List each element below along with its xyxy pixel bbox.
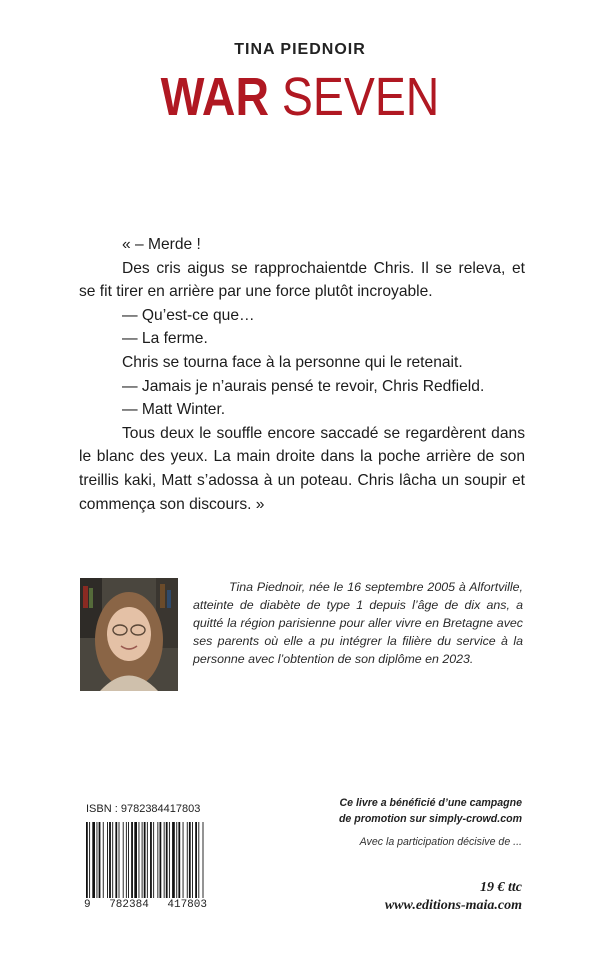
excerpt-paragraph: — Qu’est-ce que… — [122, 306, 255, 324]
barcode-digit-group: 417803 — [167, 899, 207, 911]
excerpt-paragraph: Des cris aigus se rapprochaientde Chris. Il se releva, et se fit tirer en arrière par une force plutôt incroyable. — [79, 259, 525, 301]
barcode-bar — [134, 822, 137, 898]
barcode-bar — [128, 822, 129, 898]
author-bio — [193, 578, 523, 668]
barcode-bar — [176, 822, 177, 898]
barcode-bar — [89, 822, 90, 898]
bio-text: Tina Piednoir, née le 16 septembre 2005 à Alfortville, atteinte de diabète de type 1 depuis l’âge de dix ans, a quitté la région parisienne pour aller vivre en Bretagne avec ses parents où elle a pu intégrer la filière du service à la personne avec l’obtention de son diplôme en 2023. — [193, 580, 523, 666]
price: 19 € ttc — [480, 880, 522, 895]
barcode-bar — [139, 822, 140, 898]
participation-text: Avec la participation décisive de ... — [359, 836, 522, 848]
promo-line: de promotion sur simply-crowd.com — [338, 813, 522, 825]
barcode-bar — [109, 822, 111, 898]
barcode-bar — [203, 822, 204, 898]
barcode-digit-group: 9 — [84, 899, 91, 911]
barcode-bar — [195, 822, 197, 898]
promo-line: Ce livre a bénéficié d’une campagne — [339, 797, 522, 809]
excerpt-paragraph: — Matt Winter. — [122, 401, 226, 419]
title-word-war: WAR — [160, 67, 269, 127]
barcode-bar — [189, 822, 191, 898]
excerpt-paragraph: Tous deux le souffle encore saccadé se regardèrent dans le blanc des yeux. La main droite dans la poche arrière de son treillis kaki, Matt s’adossa à un poteau. Chris lâcha un soupir et commença son discours. » — [79, 424, 525, 513]
barcode-bar — [112, 822, 113, 898]
barcode-bar — [164, 822, 165, 898]
barcode-bar — [183, 822, 184, 898]
barcode-bar — [123, 822, 124, 898]
barcode-digits — [84, 899, 207, 911]
barcode-digit-group: 782384 — [109, 899, 149, 911]
barcode — [84, 822, 207, 898]
title-word-seven: SEVEN — [281, 67, 440, 127]
excerpt-paragraph: Chris se tourna face à la personne qui le retenait. — [122, 353, 463, 371]
excerpt-paragraph: « – Merde ! — [122, 236, 201, 253]
barcode-bar — [147, 822, 148, 898]
barcode-bar — [178, 822, 180, 898]
barcode-bar — [157, 822, 158, 898]
publisher-website: www.editions-maia.com — [384, 898, 522, 913]
barcode-bar — [86, 822, 88, 898]
excerpt — [79, 233, 525, 516]
barcode-bar — [172, 822, 175, 898]
barcode-bar — [97, 822, 98, 898]
barcode-bar — [119, 822, 120, 898]
barcode-bar — [142, 822, 143, 898]
barcode-bar — [187, 822, 188, 898]
barcode-bar — [99, 822, 101, 898]
barcode-bar — [169, 822, 170, 898]
barcode-bar — [192, 822, 193, 898]
isbn-label: ISBN : 9782384417803 — [86, 803, 201, 815]
author-photo — [80, 578, 178, 691]
book-title — [42, 66, 558, 128]
barcode-bar — [115, 822, 117, 898]
excerpt-paragraph: — Jamais je n’aurais pensé te revoir, Chris Redfield. — [122, 377, 485, 395]
barcode-bar — [107, 822, 108, 898]
barcode-bar — [153, 822, 154, 898]
barcode-bar — [198, 822, 199, 898]
barcode-bar — [166, 822, 168, 898]
barcode-bar — [131, 822, 133, 898]
barcode-bar — [103, 822, 104, 898]
promo-text — [262, 795, 522, 827]
barcode-bar — [160, 822, 162, 898]
barcode-bar — [126, 822, 127, 898]
excerpt-paragraph: — La ferme. — [122, 330, 208, 348]
author-name: TINA PIEDNOIR — [234, 41, 366, 58]
barcode-bar — [150, 822, 152, 898]
barcode-bar — [144, 822, 146, 898]
barcode-bar — [92, 822, 95, 898]
